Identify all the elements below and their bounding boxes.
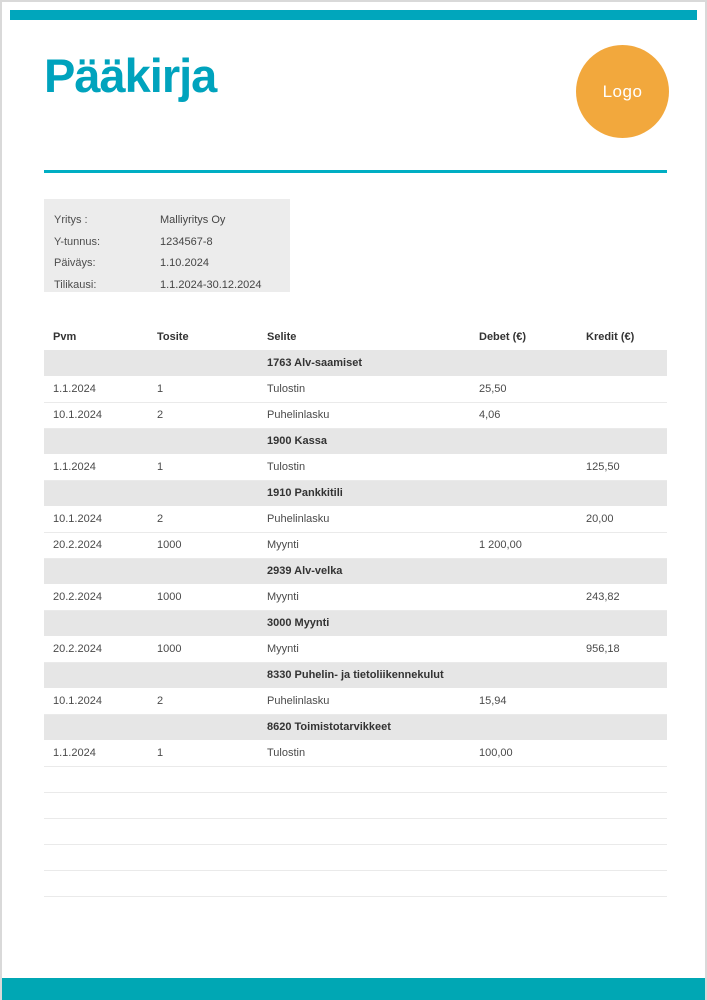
entry-selite: Myynti bbox=[267, 532, 479, 558]
fiscal-period-value: 1.1.2024-30.12.2024 bbox=[160, 278, 262, 291]
account-group-cell bbox=[157, 350, 267, 376]
entry-kredit: 20,00 bbox=[586, 506, 667, 532]
account-group-row bbox=[44, 610, 667, 636]
empty-cell bbox=[479, 870, 586, 896]
entry-debet: 1 200,00 bbox=[479, 532, 586, 558]
account-group-cell bbox=[586, 558, 667, 584]
ledger-entry-row bbox=[44, 454, 667, 480]
empty-cell bbox=[44, 766, 157, 792]
account-group-row bbox=[44, 350, 667, 376]
account-group-cell bbox=[44, 428, 157, 454]
entry-selite: Puhelinlasku bbox=[267, 506, 479, 532]
ledger-entry-row bbox=[44, 740, 667, 766]
entry-pvm: 1.1.2024 bbox=[44, 740, 157, 766]
empty-cell bbox=[586, 818, 667, 844]
account-group-cell bbox=[44, 558, 157, 584]
empty-cell bbox=[157, 818, 267, 844]
logo-label: Logo bbox=[602, 81, 643, 101]
column-header-pvm: Pvm bbox=[53, 331, 77, 343]
company-info-box bbox=[44, 199, 290, 292]
empty-ledger-row bbox=[44, 766, 667, 792]
page-title: Pääkirja bbox=[44, 49, 217, 102]
date-value: 1.10.2024 bbox=[160, 257, 209, 269]
ledger-entry-row bbox=[44, 402, 667, 428]
account-group-cell bbox=[586, 350, 667, 376]
account-group-cell bbox=[479, 610, 586, 636]
entry-kredit: 243,82 bbox=[586, 584, 667, 610]
entry-debet: 15,94 bbox=[479, 688, 586, 714]
entry-tosite: 1 bbox=[157, 454, 267, 480]
entry-tosite: 1000 bbox=[157, 532, 267, 558]
empty-cell bbox=[267, 792, 479, 818]
account-group-cell bbox=[479, 428, 586, 454]
entry-debet bbox=[479, 636, 586, 662]
empty-cell bbox=[157, 870, 267, 896]
entry-pvm: 10.1.2024 bbox=[44, 506, 157, 532]
business-id-value: 1234567-8 bbox=[160, 235, 213, 248]
info-row-company bbox=[54, 210, 280, 232]
entry-selite: Puhelinlasku bbox=[267, 688, 479, 714]
info-row-fiscal-period bbox=[54, 275, 280, 297]
account-group-cell bbox=[586, 714, 667, 740]
entry-debet bbox=[479, 584, 586, 610]
info-row-business-id bbox=[54, 232, 280, 254]
account-group-cell bbox=[479, 662, 586, 688]
ledger-entry-row bbox=[44, 636, 667, 662]
empty-cell bbox=[157, 792, 267, 818]
entry-kredit bbox=[586, 376, 667, 402]
account-group-label: 1763 Alv-saamiset bbox=[267, 350, 479, 376]
date-label: Päiväys: bbox=[54, 257, 96, 269]
entry-debet: 25,50 bbox=[479, 376, 586, 402]
empty-cell bbox=[44, 818, 157, 844]
account-group-cell bbox=[44, 714, 157, 740]
account-group-cell bbox=[586, 610, 667, 636]
entry-tosite: 2 bbox=[157, 506, 267, 532]
empty-cell bbox=[586, 870, 667, 896]
ledger-entry-row bbox=[44, 688, 667, 714]
entry-kredit bbox=[586, 402, 667, 428]
entry-selite: Puhelinlasku bbox=[267, 402, 479, 428]
top-accent-bar bbox=[10, 10, 697, 20]
entry-tosite: 1 bbox=[157, 376, 267, 402]
empty-cell bbox=[44, 792, 157, 818]
entry-kredit bbox=[586, 740, 667, 766]
entry-debet: 4,06 bbox=[479, 402, 586, 428]
ledger-header-row bbox=[44, 324, 667, 350]
account-group-cell bbox=[157, 714, 267, 740]
empty-ledger-row bbox=[44, 818, 667, 844]
entry-selite: Tulostin bbox=[267, 454, 479, 480]
entry-tosite: 2 bbox=[157, 402, 267, 428]
empty-cell bbox=[479, 844, 586, 870]
entry-selite: Myynti bbox=[267, 636, 479, 662]
empty-cell bbox=[267, 844, 479, 870]
account-group-row bbox=[44, 428, 667, 454]
entry-selite: Tulostin bbox=[267, 740, 479, 766]
account-group-cell bbox=[586, 662, 667, 688]
empty-cell bbox=[157, 844, 267, 870]
entry-pvm: 10.1.2024 bbox=[44, 688, 157, 714]
entry-debet bbox=[479, 454, 586, 480]
empty-cell bbox=[267, 766, 479, 792]
entry-kredit bbox=[586, 532, 667, 558]
account-group-cell bbox=[44, 662, 157, 688]
account-group-cell bbox=[157, 480, 267, 506]
column-header-debet: Debet (€) bbox=[479, 331, 527, 343]
entry-pvm: 20.2.2024 bbox=[44, 532, 157, 558]
empty-cell bbox=[586, 844, 667, 870]
empty-cell bbox=[586, 766, 667, 792]
empty-cell bbox=[586, 792, 667, 818]
info-row-date bbox=[54, 253, 280, 275]
logo-badge bbox=[576, 45, 669, 138]
entry-selite: Myynti bbox=[267, 584, 479, 610]
ledger-entry-row bbox=[44, 584, 667, 610]
account-group-cell bbox=[479, 558, 586, 584]
account-group-cell bbox=[44, 480, 157, 506]
account-group-cell bbox=[157, 610, 267, 636]
account-group-cell bbox=[479, 714, 586, 740]
ledger-entry-row bbox=[44, 376, 667, 402]
entry-selite: Tulostin bbox=[267, 376, 479, 402]
account-group-label: 1900 Kassa bbox=[267, 428, 479, 454]
empty-ledger-row bbox=[44, 792, 667, 818]
company-value: Malliyritys Oy bbox=[160, 214, 226, 226]
empty-cell bbox=[479, 792, 586, 818]
fiscal-period-label: Tilikausi: bbox=[54, 278, 97, 291]
empty-cell bbox=[267, 870, 479, 896]
empty-cell bbox=[157, 766, 267, 792]
company-label: Yritys : bbox=[54, 214, 88, 226]
entry-debet bbox=[479, 506, 586, 532]
empty-ledger-row bbox=[44, 870, 667, 896]
entry-pvm: 1.1.2024 bbox=[44, 454, 157, 480]
entry-kredit: 956,18 bbox=[586, 636, 667, 662]
account-group-cell bbox=[157, 662, 267, 688]
account-group-label: 2939 Alv-velka bbox=[267, 558, 479, 584]
ledger-entry-row bbox=[44, 532, 667, 558]
empty-cell bbox=[479, 766, 586, 792]
entry-kredit bbox=[586, 688, 667, 714]
entry-tosite: 1 bbox=[157, 740, 267, 766]
account-group-row bbox=[44, 480, 667, 506]
account-group-cell bbox=[586, 480, 667, 506]
empty-ledger-row bbox=[44, 844, 667, 870]
entry-tosite: 2 bbox=[157, 688, 267, 714]
column-header-kredit: Kredit (€) bbox=[586, 331, 635, 343]
column-header-tosite: Tosite bbox=[157, 331, 189, 343]
empty-cell bbox=[44, 844, 157, 870]
entry-kredit: 125,50 bbox=[586, 454, 667, 480]
account-group-row bbox=[44, 662, 667, 688]
entry-debet: 100,00 bbox=[479, 740, 586, 766]
account-group-cell bbox=[44, 350, 157, 376]
empty-cell bbox=[44, 870, 157, 896]
column-header-selite: Selite bbox=[267, 331, 297, 343]
entry-pvm: 10.1.2024 bbox=[44, 402, 157, 428]
bottom-accent-bar bbox=[2, 978, 705, 1000]
entry-pvm: 20.2.2024 bbox=[44, 584, 157, 610]
account-group-cell bbox=[44, 610, 157, 636]
account-group-cell bbox=[479, 480, 586, 506]
account-group-label: 1910 Pankkitili bbox=[267, 480, 479, 506]
title-divider bbox=[44, 170, 667, 173]
account-group-row bbox=[44, 558, 667, 584]
ledger-entry-row bbox=[44, 506, 667, 532]
account-group-cell bbox=[586, 428, 667, 454]
account-group-cell bbox=[479, 350, 586, 376]
ledger-table bbox=[44, 324, 667, 897]
account-group-label: 3000 Myynti bbox=[267, 610, 479, 636]
empty-cell bbox=[267, 818, 479, 844]
account-group-cell bbox=[157, 428, 267, 454]
account-group-label: 8330 Puhelin- ja tietoliikennekulut bbox=[267, 662, 479, 688]
account-group-cell bbox=[157, 558, 267, 584]
entry-pvm: 20.2.2024 bbox=[44, 636, 157, 662]
entry-pvm: 1.1.2024 bbox=[44, 376, 157, 402]
entry-tosite: 1000 bbox=[157, 636, 267, 662]
account-group-label: 8620 Toimistotarvikkeet bbox=[267, 714, 479, 740]
empty-cell bbox=[479, 818, 586, 844]
entry-tosite: 1000 bbox=[157, 584, 267, 610]
business-id-label: Y-tunnus: bbox=[54, 235, 101, 248]
account-group-row bbox=[44, 714, 667, 740]
